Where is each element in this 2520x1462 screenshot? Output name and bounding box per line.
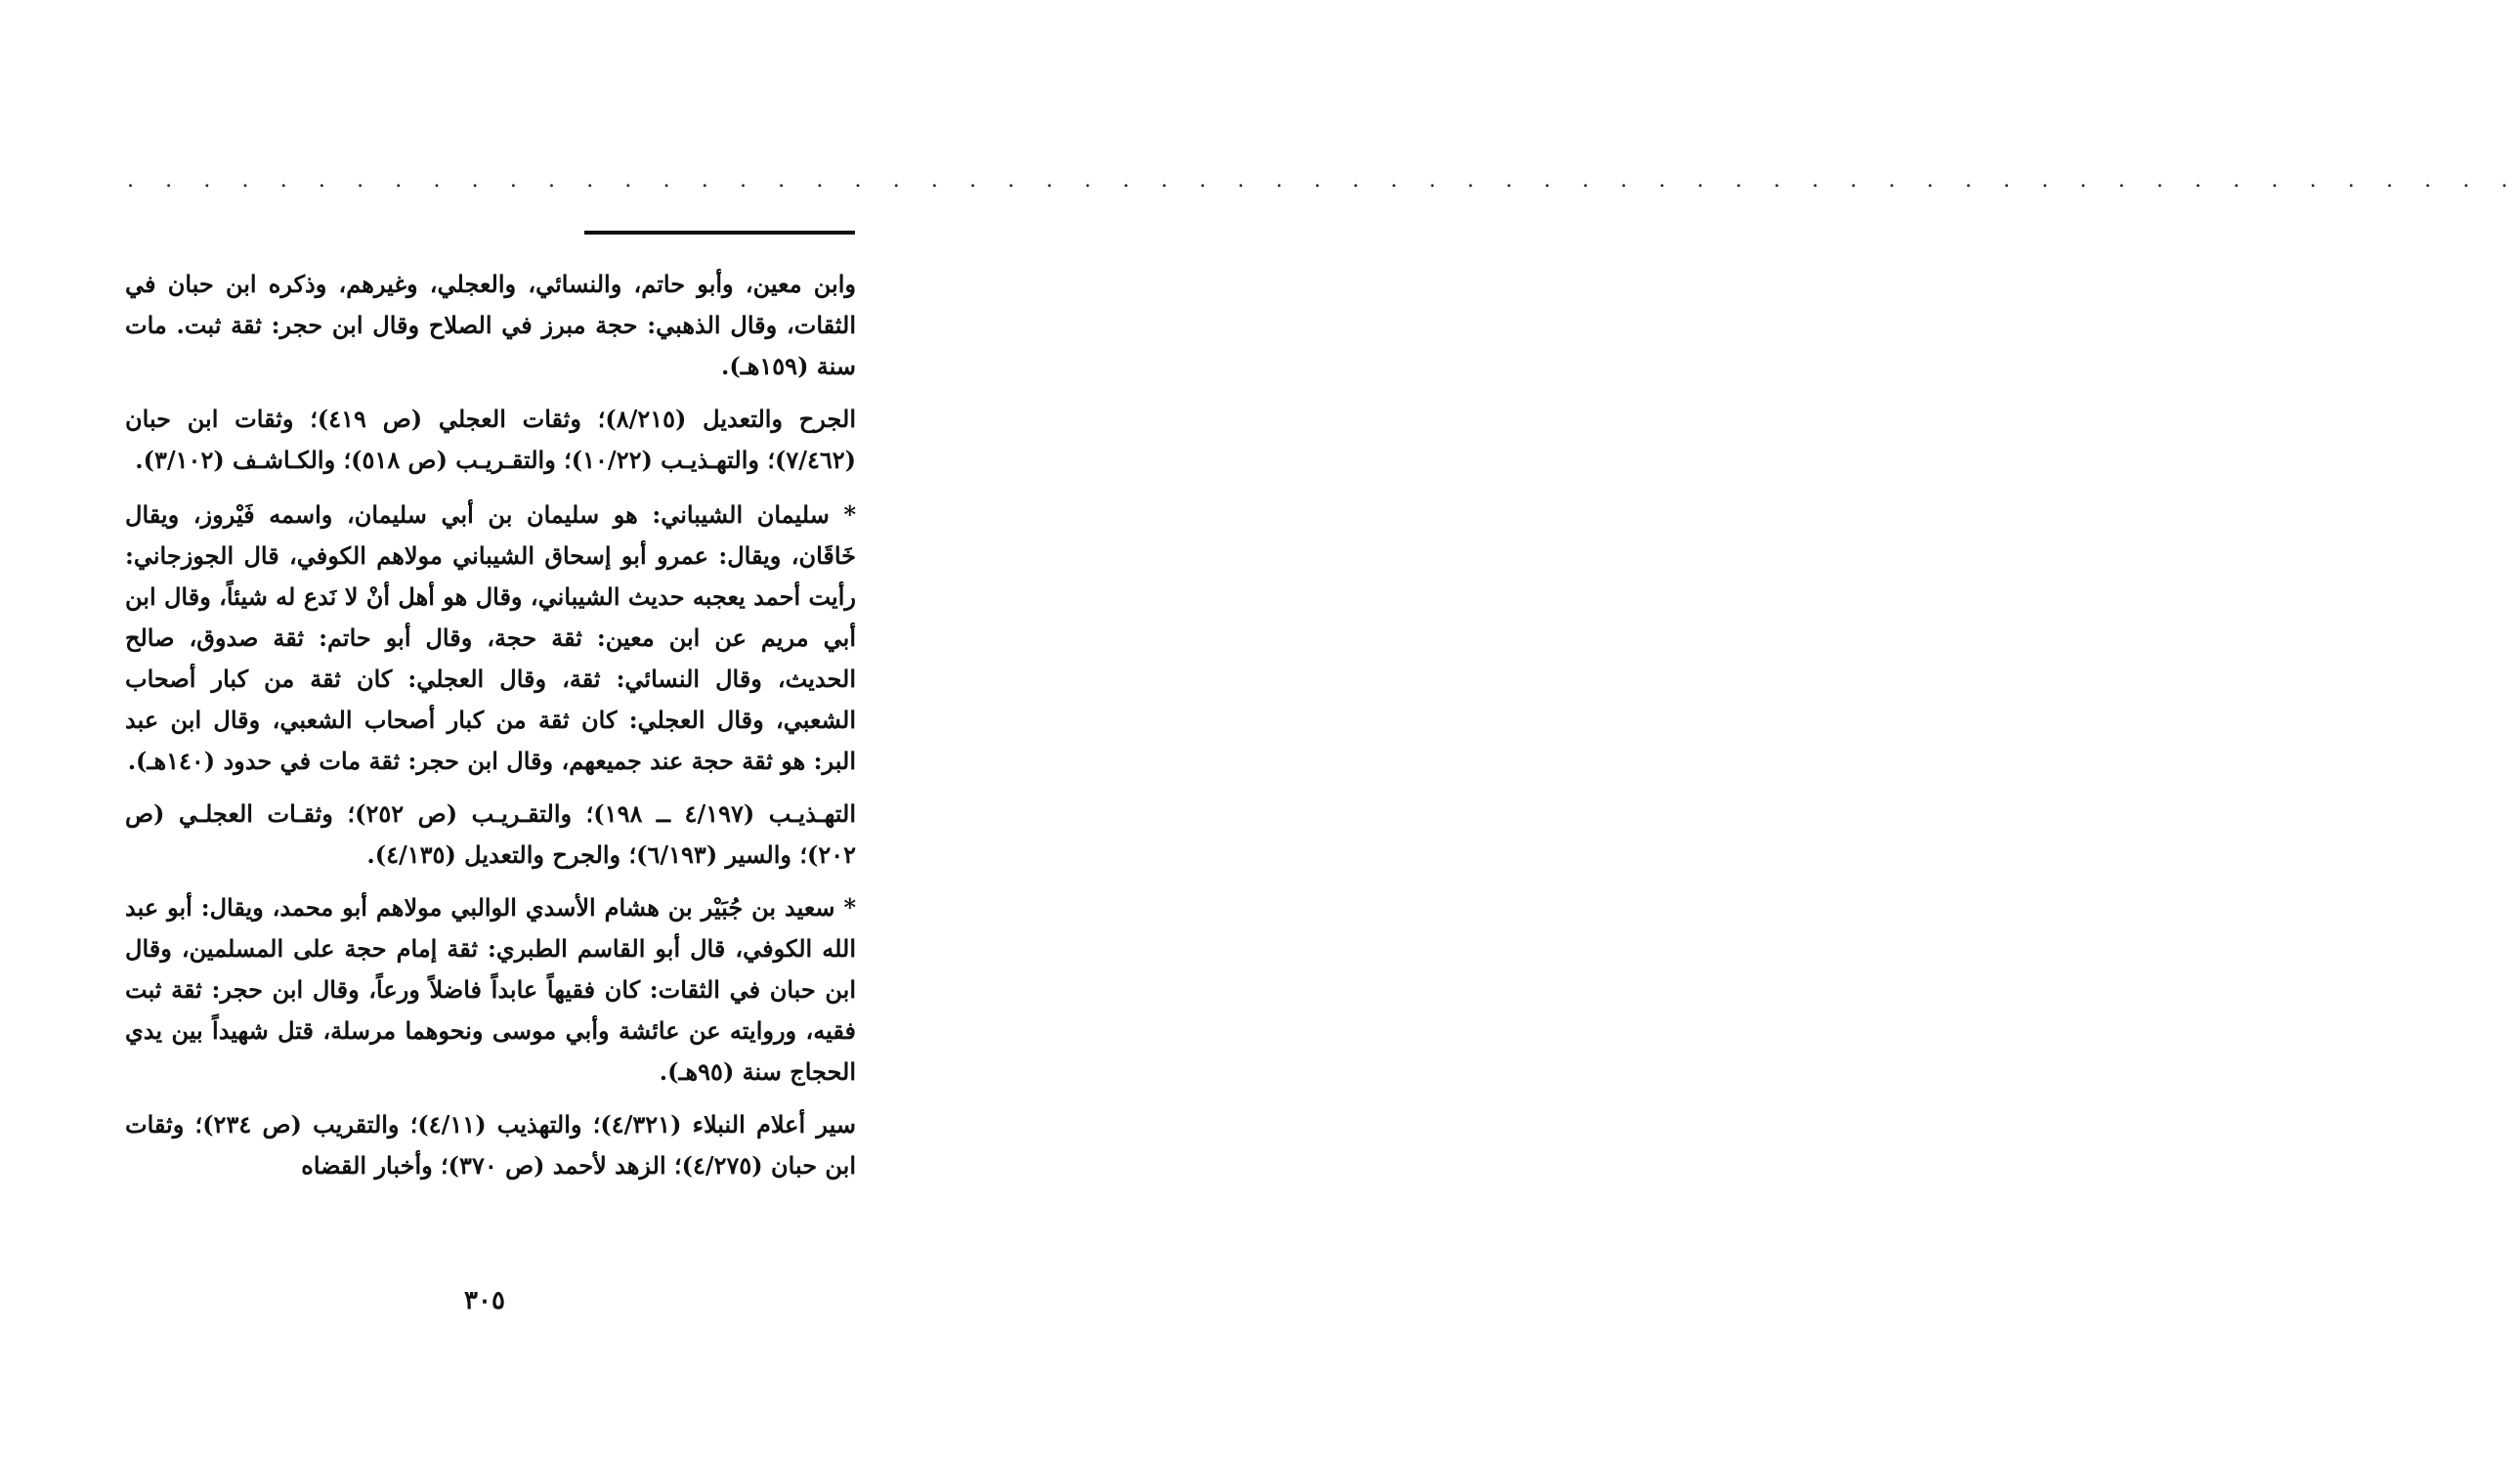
footnote-paragraph-said-ibn-jubayr: * سعيد بن جُبَيْر بن هشام الأسدي الوالبي مولاهم أبو محمد، ويقال: أبو عبد الله الكوفي، قال أبو القاسم الطبري: ثقة إمام حجة على المسلمين، وقال ابن حبان في الثقات: كان فقيهاً عابداً فاضلاً ورعاً، وقال ابن حجر: ثقة ثبت فقيه، وروايته عن عائشة وأبي موسى ونحوهما مرسلة، قتل شهيداً بين يدي الحجاج سنة (٩٥هـ). [125, 893, 857, 1086]
footnote-sources-2: التهـذيـب (٤/١٩٧ ــ ١٩٨)؛ والتقـريـب (ص ٢٥٢)؛ وثقـات العجلـي (ص ٢٠٢)؛ والسير (٦/١٩٣)؛ والجرح والتعديل (٤/١٣٥). [125, 799, 856, 869]
page-number: ٣٠٥ [464, 1286, 505, 1315]
footnote-paragraph-1: وابن معين، وأبو حاتم، والنسائي، والعجلي، وغيرهم، وذكره ابن حبان في الثقات، وقال الذهبي: حجة مبرز في الصلاح وقال ابن حجر: ثقة ثبت. مات سنة (١٥٩هـ). [125, 270, 856, 380]
footnote-rule [584, 231, 855, 235]
footnotes-body [125, 264, 856, 1186]
footnote-paragraph-sulayman-al-shaybani: * سليمان الشيباني: هو سليمان بن أبي سليمان، واسمه فَيْروز، ويقال خَاقَان، ويقال: عمرو أبو إسحاق الشيباني مولاهم الكوفي، قال الجوزجاني: رأيت أحمد يعجبه حديث الشيباني، وقال هو أهل أنْ لا نَدع له شيئاً، وقال ابن أبي مريم عن ابن معين: ثقة حجة، وقال أبو حاتم: ثقة صدوق، صالح الحديث، وقال النسائي: ثقة، وقال العجلي: كان ثقة من كبار أصحاب الشعبي، وقال العجلي: كان ثقة من كبار أصحاب الشعبي، وقال ابن عبد البر: هو ثقة حجة عند جميعهم، وقال ابن حجر: ثقة مات في حدود (١٤٠هـ). [125, 500, 856, 775]
footnote-sources-3: سير أعلام النبلاء (٤/٣٢١)؛ والتهذيب (٤/١١)؛ والتقريب (ص ٢٣٤)؛ وثقات ابن حبان (٤/٢٧٥)؛ الزهد لأحمد (ص ٣٧٠)؛ وأخبار القضاه [125, 1110, 856, 1180]
dotted-separator: . . . . . . . . . . . . . . . . . . . . . . . . . . . . . . . . . . . . . . . . . . . . . . . . . . . . . . . . . . . . . . . [127, 168, 2520, 193]
footnote-sources-1: الجرح والتعديل (٨/٢١٥)؛ وثقات العجلي (ص ٤١٩)؛ وثقات ابن حبان (٧/٤٦٢)؛ والتهـذيـب (١٠/٢٢)؛ والتقـريـب (ص ٥١٨)؛ والكـاشـف (٣/١٠٢). [125, 405, 857, 474]
